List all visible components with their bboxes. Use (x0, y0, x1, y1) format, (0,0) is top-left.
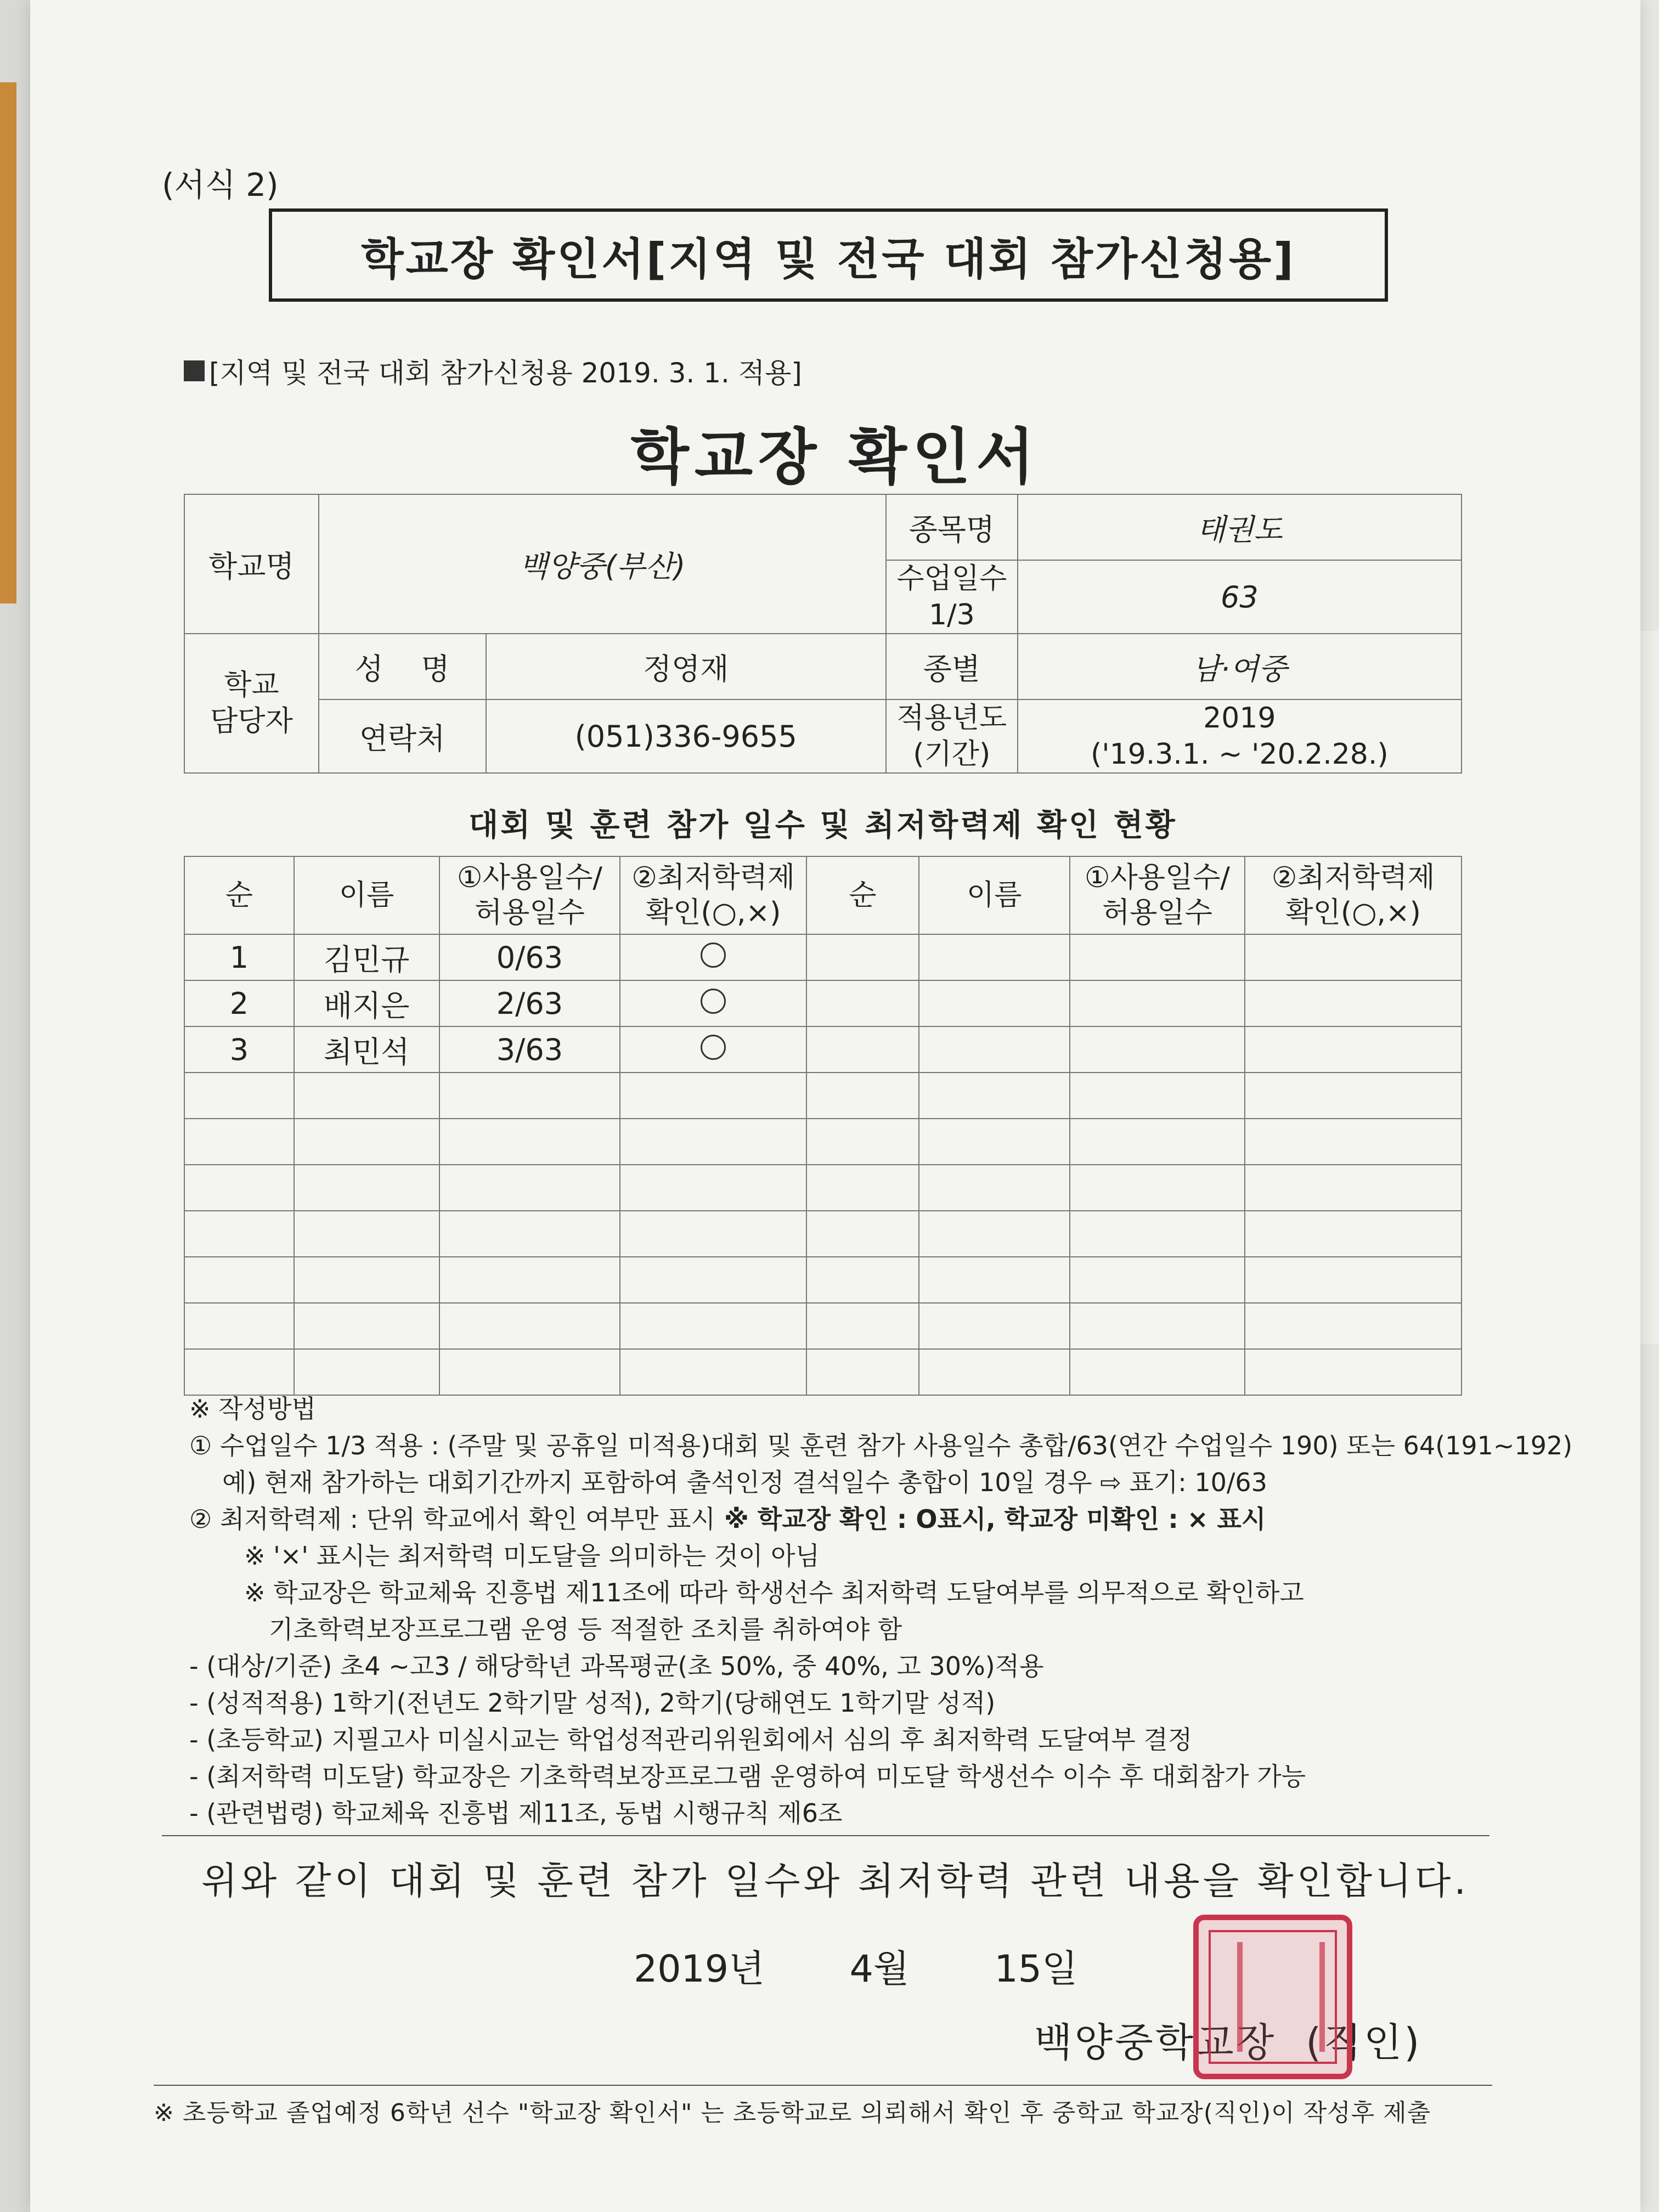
empty-cell (919, 1349, 1070, 1395)
empty-cell (1245, 1165, 1462, 1211)
header-name: 이름 (294, 856, 439, 934)
year-value: 2019 ('19.3.1. ~ '20.2.28.) (1018, 699, 1462, 773)
empty-cell (919, 980, 1070, 1026)
school-value: 백양중(부산) (319, 494, 886, 634)
empty-cell (1070, 1211, 1245, 1257)
info-table (184, 494, 1462, 774)
empty-cell (919, 1026, 1070, 1073)
class-days-label: 수업일수 1/3 (886, 560, 1018, 634)
empty-cell (806, 1026, 919, 1073)
empty-cell (806, 1165, 919, 1211)
participation-table (184, 856, 1462, 1396)
empty-cell (620, 1349, 806, 1395)
footnote: ※ 초등학교 졸업예정 6학년 선수 "학교장 확인서" 는 초등학교로 의뢰해서 확인 후 중학교 학교장(직인)이 작성후 제출 (154, 2099, 1431, 2127)
circle-check-icon (701, 943, 726, 968)
empty-cell (1070, 1165, 1245, 1211)
table-row (184, 1303, 1462, 1349)
table-row (184, 980, 1462, 1026)
empty-cell (1070, 1257, 1245, 1303)
empty-cell (294, 1165, 439, 1211)
empty-cell (184, 1257, 294, 1303)
header-no: 순 (806, 856, 919, 934)
document-sheet (30, 0, 1640, 2212)
empty-cell (620, 1211, 806, 1257)
table-row (184, 1073, 1462, 1119)
empty-cell (439, 1119, 620, 1165)
category-label: 종별 (886, 634, 1018, 699)
header-name: 이름 (919, 856, 1070, 934)
empty-cell (294, 1119, 439, 1165)
empty-cell (294, 1211, 439, 1257)
empty-cell (919, 1257, 1070, 1303)
confirmation-statement: 위와 같이 대회 및 훈련 참가 일수와 최저학력 관련 내용을 확인합니다. (201, 1860, 1470, 1903)
confirmation-date: 2019년 4월 15일 (634, 1948, 1078, 1991)
empty-cell (439, 1303, 620, 1349)
cell-days: 3/63 (439, 1026, 620, 1073)
form-number: (서식 2) (162, 166, 279, 204)
cell-name: 김민규 (294, 934, 439, 980)
circle-check-icon (701, 1035, 726, 1060)
header-min-academic: ②최저학력제 확인(○,×) (620, 856, 806, 934)
empty-cell (1245, 1303, 1462, 1349)
empty-cell (1070, 1119, 1245, 1165)
note-4b: 기초학력보장프로그램 운영 등 적절한 조치를 취하여야 함 (269, 1615, 902, 1644)
table-row (184, 1211, 1462, 1257)
table-row (184, 1026, 1462, 1073)
empty-cell (919, 1303, 1070, 1349)
empty-cell (620, 1303, 806, 1349)
square-bullet-icon (184, 360, 205, 381)
empty-cell (1245, 1119, 1462, 1165)
notice-text: [지역 및 전국 대회 참가신청용 2019. 3. 1. 적용] (209, 357, 802, 389)
cell-days: 2/63 (439, 980, 620, 1026)
empty-cell (620, 1257, 806, 1303)
contact-label: 연락처 (319, 699, 486, 773)
detail-law: - (관련법령) 학교체육 진흥법 제11조, 동법 시행규칙 제6조 (189, 1798, 843, 1828)
empty-cell (1070, 1073, 1245, 1119)
year-label: 적용년도 (기간) (886, 699, 1018, 773)
empty-cell (439, 1257, 620, 1303)
empty-cell (184, 1165, 294, 1211)
cell-days: 0/63 (439, 934, 620, 980)
empty-cell (294, 1257, 439, 1303)
empty-cell (294, 1349, 439, 1395)
header-used-days: ①사용일수/ 허용일수 (439, 856, 620, 934)
cell-check (620, 980, 806, 1026)
empty-cell (919, 934, 1070, 980)
note-1b: 예) 현재 참가하는 대회기간까지 포함하여 출석인정 결석일수 총합이 10일 경우 ⇨ 표기: 10/63 (222, 1468, 1267, 1497)
section-title: 대회 및 훈련 참가 일수 및 최저학력제 확인 현황 (469, 808, 1177, 843)
sport-value: 태권도 (1018, 494, 1462, 560)
empty-cell (184, 1349, 294, 1395)
empty-cell (1070, 1303, 1245, 1349)
empty-cell (620, 1073, 806, 1119)
empty-cell (806, 1349, 919, 1395)
class-days-value: 63 (1018, 560, 1462, 634)
sport-label: 종목명 (886, 494, 1018, 560)
background-folder-edge (0, 82, 16, 603)
empty-cell (439, 1165, 620, 1211)
empty-cell (620, 1119, 806, 1165)
empty-cell (1245, 1349, 1462, 1395)
header-min-academic: ②최저학력제 확인(○,×) (1245, 856, 1462, 934)
empty-cell (806, 1073, 919, 1119)
empty-cell (806, 980, 919, 1026)
staff-label: 학교 담당자 (184, 634, 319, 773)
note-2: ② 최저학력제 : 단위 학교에서 확인 여부만 표시 ※ 학교장 확인 : O표시, 학교장 미확인 : × 표시 (189, 1504, 1266, 1534)
principal-signature: 백양중학교장 (직인) (1034, 2019, 1422, 2066)
notes-title: ※ 작성방법 (189, 1394, 316, 1424)
empty-cell (1245, 934, 1462, 980)
name-label: 성 명 (319, 634, 486, 699)
school-label: 학교명 (184, 494, 319, 634)
empty-cell (806, 1211, 919, 1257)
empty-cell (806, 1119, 919, 1165)
official-seal (1193, 1915, 1352, 2079)
cell-no: 1 (184, 934, 294, 980)
cell-name: 배지은 (294, 980, 439, 1026)
table-row (184, 1257, 1462, 1303)
empty-cell (294, 1073, 439, 1119)
empty-cell (294, 1303, 439, 1349)
cell-no: 2 (184, 980, 294, 1026)
divider (162, 1835, 1489, 1836)
detail-grades: - (성적적용) 1학기(전년도 2학기말 성적), 2학기(당해연도 1학기말 성적) (189, 1688, 996, 1718)
footer-divider (154, 2085, 1492, 2086)
empty-cell (1070, 1026, 1245, 1073)
cell-check (620, 934, 806, 980)
empty-cell (1070, 980, 1245, 1026)
empty-cell (184, 1211, 294, 1257)
empty-cell (806, 1303, 919, 1349)
empty-cell (1245, 1026, 1462, 1073)
category-value: 남·여중 (1018, 634, 1462, 699)
document-heading: 학교장 확인서[지역 및 전국 대회 참가신청용] (269, 208, 1388, 302)
circle-check-icon (701, 989, 726, 1014)
table-row (184, 1165, 1462, 1211)
contact-value: (051)336-9655 (486, 699, 886, 773)
table-row (184, 934, 1462, 980)
empty-cell (620, 1165, 806, 1211)
cell-check (620, 1026, 806, 1073)
writing-instructions (189, 1391, 1573, 1832)
notice-line (184, 351, 802, 391)
empty-cell (806, 1257, 919, 1303)
empty-cell (439, 1349, 620, 1395)
table-row (184, 1349, 1462, 1395)
empty-cell (439, 1073, 620, 1119)
detail-target: - (대상/기준) 초4 ~고3 / 해당학년 과목평균(초 50%, 중 40%, 고 30%)적용 (189, 1651, 1044, 1681)
empty-cell (1245, 1211, 1462, 1257)
empty-cell (184, 1119, 294, 1165)
note-4a: ※ 학교장은 학교체육 진흥법 제11조에 따라 학생선수 최저학력 도달여부를 의무적으로 확인하고 (244, 1578, 1304, 1607)
cell-name: 최민석 (294, 1026, 439, 1073)
empty-cell (919, 1073, 1070, 1119)
empty-cell (919, 1165, 1070, 1211)
header-used-days: ①사용일수/ 허용일수 (1070, 856, 1245, 934)
detail-below-minimum: - (최저학력 미도달) 학교장은 기초학력보장프로그램 운영하여 미도달 학생선수 이수 후 대회참가 가능 (189, 1762, 1306, 1791)
empty-cell (806, 934, 919, 980)
empty-cell (1245, 1257, 1462, 1303)
empty-cell (919, 1119, 1070, 1165)
empty-cell (1070, 934, 1245, 980)
cell-no: 3 (184, 1026, 294, 1073)
name-value: 정영재 (486, 634, 886, 699)
empty-cell (439, 1211, 620, 1257)
empty-cell (1245, 980, 1462, 1026)
note-3: ※ '×' 표시는 최저학력 미도달을 의미하는 것이 아님 (244, 1541, 820, 1571)
empty-cell (919, 1211, 1070, 1257)
main-title: 학교장 확인서 (630, 422, 1040, 492)
note-1a: ① 수업일수 1/3 적용 : (주말 및 공휴일 미적용)대회 및 훈련 참가 사용일수 총합/63(연간 수업일수 190) 또는 64(191~192) (189, 1431, 1573, 1460)
empty-cell (184, 1073, 294, 1119)
header-no: 순 (184, 856, 294, 934)
detail-elementary: - (초등학교) 지필고사 미실시교는 학업성적관리위원회에서 심의 후 최저학력 도달여부 결정 (189, 1725, 1193, 1754)
empty-cell (1245, 1073, 1462, 1119)
table-row (184, 1119, 1462, 1165)
empty-cell (1070, 1349, 1245, 1395)
empty-cell (184, 1303, 294, 1349)
